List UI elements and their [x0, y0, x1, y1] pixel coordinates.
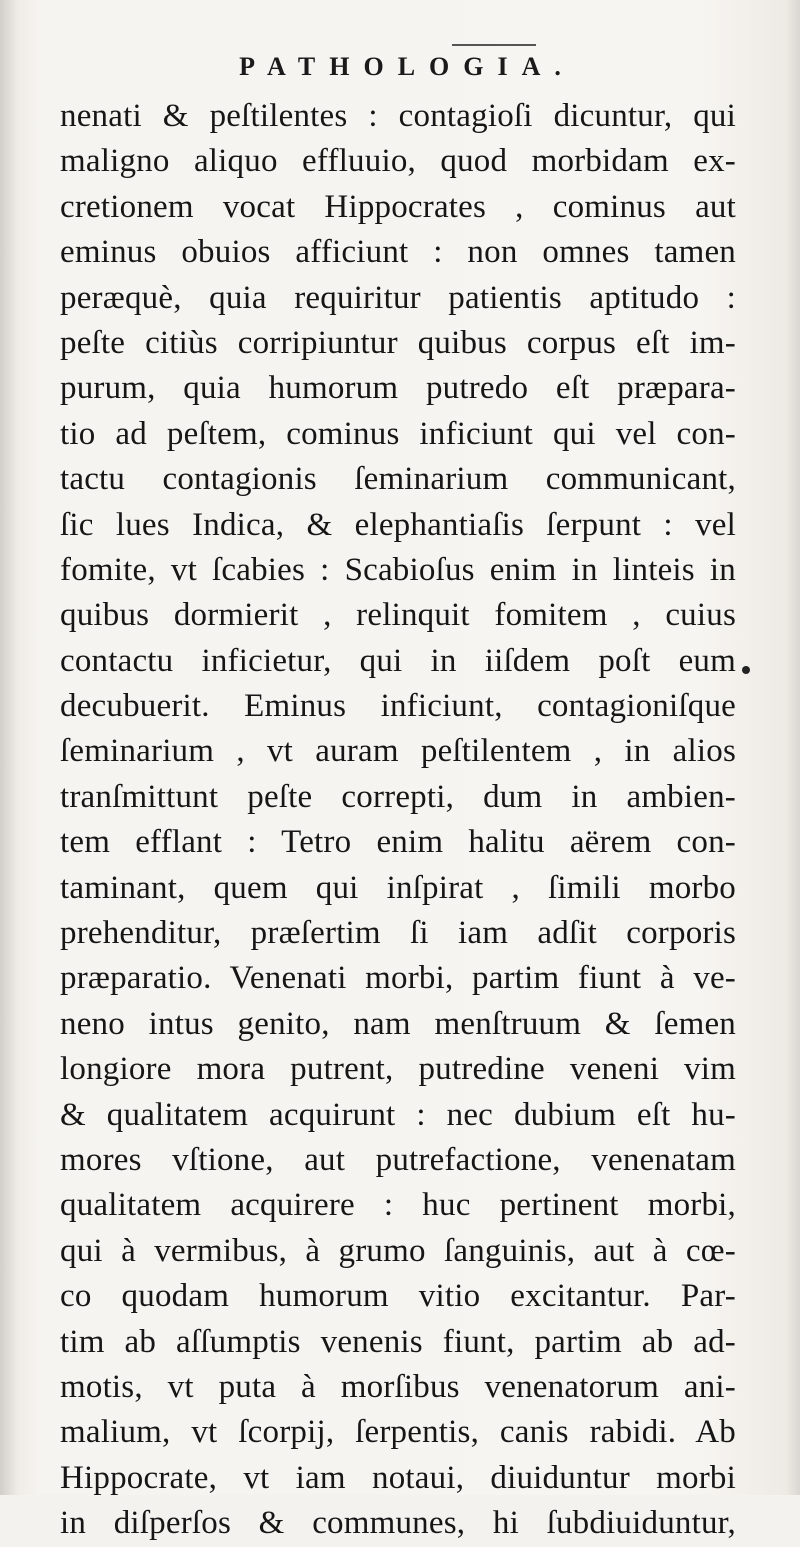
- text-line: tranſmittunt peſte correpti, dum in ambien-: [60, 778, 736, 815]
- text-line: prehenditur, præſertim ſi iam adſit corporis: [60, 915, 736, 952]
- running-head-rule: [452, 44, 536, 46]
- text-line: peſte citiùs corripiuntur quibus corpus eſt im-: [60, 324, 736, 361]
- text-line: decubuerit. Eminus inficiunt, contagioniſque: [60, 688, 736, 725]
- text-line: nenati & peſtilentes : contagioſi dicuntur, qui: [60, 98, 736, 134]
- text-line: tactu contagionis ſeminarium communicant,: [60, 461, 736, 498]
- margin-ink-dot: [742, 666, 750, 674]
- text-line: taminant, quem qui inſpirat , ſimili morbo: [60, 869, 736, 906]
- text-line: malium, vt ſcorpij, ſerpentis, canis rabidi. Ab: [60, 1414, 736, 1451]
- text-line: Hippocrate, vt iam notaui, diuiduntur morbi: [60, 1459, 736, 1496]
- page-edge-shadow-right: [786, 0, 800, 1495]
- text-line: præparatio. Venenati morbi, partim fiunt à ve-: [60, 960, 736, 997]
- text-line: & qualitatem acquirunt : nec dubium eſt hu-: [60, 1096, 736, 1133]
- body-text: [60, 94, 736, 1547]
- text-line: tim ab aſſumptis venenis fiunt, partim ab ad-: [60, 1323, 736, 1360]
- text-line: longiore mora putrent, putredine veneni vim: [60, 1051, 736, 1088]
- text-line: peræquè, quia requiritur patientis aptitudo :: [60, 279, 736, 316]
- text-line: fomite, vt ſcabies : Scabioſus enim in linteis in: [60, 551, 736, 588]
- text-line: ſic lues Indica, & elephantiaſis ſerpunt : vel: [60, 506, 736, 543]
- text-line: eminus obuios afficiunt : non omnes tamen: [60, 234, 736, 271]
- text-line: mores vſtione, aut putrefactione, venenatam: [60, 1141, 736, 1178]
- text-line: quibus dormierit , relinquit fomitem , cuius: [60, 597, 736, 634]
- text-line: ſeminarium , vt auram peſtilentem , in alios: [60, 733, 736, 770]
- text-line: contactu inficietur, qui in iiſdem poſt eum: [60, 642, 736, 679]
- text-line: motis, vt puta à morſibus venenatorum ani-: [60, 1368, 736, 1405]
- text-line: co quodam humorum vitio excitantur. Par-: [60, 1278, 736, 1315]
- text-line: purum, quia humorum putredo eſt præpara-: [60, 370, 736, 407]
- page-edge-shadow-left: [0, 0, 18, 1495]
- running-head: PATHOLOGIA.: [239, 52, 575, 81]
- text-line: tio ad peſtem, cominus inficiunt qui vel con-: [60, 415, 736, 452]
- text-line: qualitatem acquirere : huc pertinent morbi,: [60, 1187, 736, 1224]
- text-line: maligno aliquo effluuio, quod morbidam ex-: [60, 143, 736, 180]
- text-line: neno intus genito, nam menſtruum & ſemen: [60, 1005, 736, 1042]
- text-line: qui à vermibus, à grumo ſanguinis, aut à cœ-: [60, 1232, 736, 1269]
- text-line: tem efflant : Tetro enim halitu aërem con-: [60, 824, 736, 861]
- text-line: in diſperſos & communes, hi ſubdiuiduntur,: [60, 1505, 736, 1542]
- text-line: cretionem vocat Hippocrates , cominus aut: [60, 188, 736, 225]
